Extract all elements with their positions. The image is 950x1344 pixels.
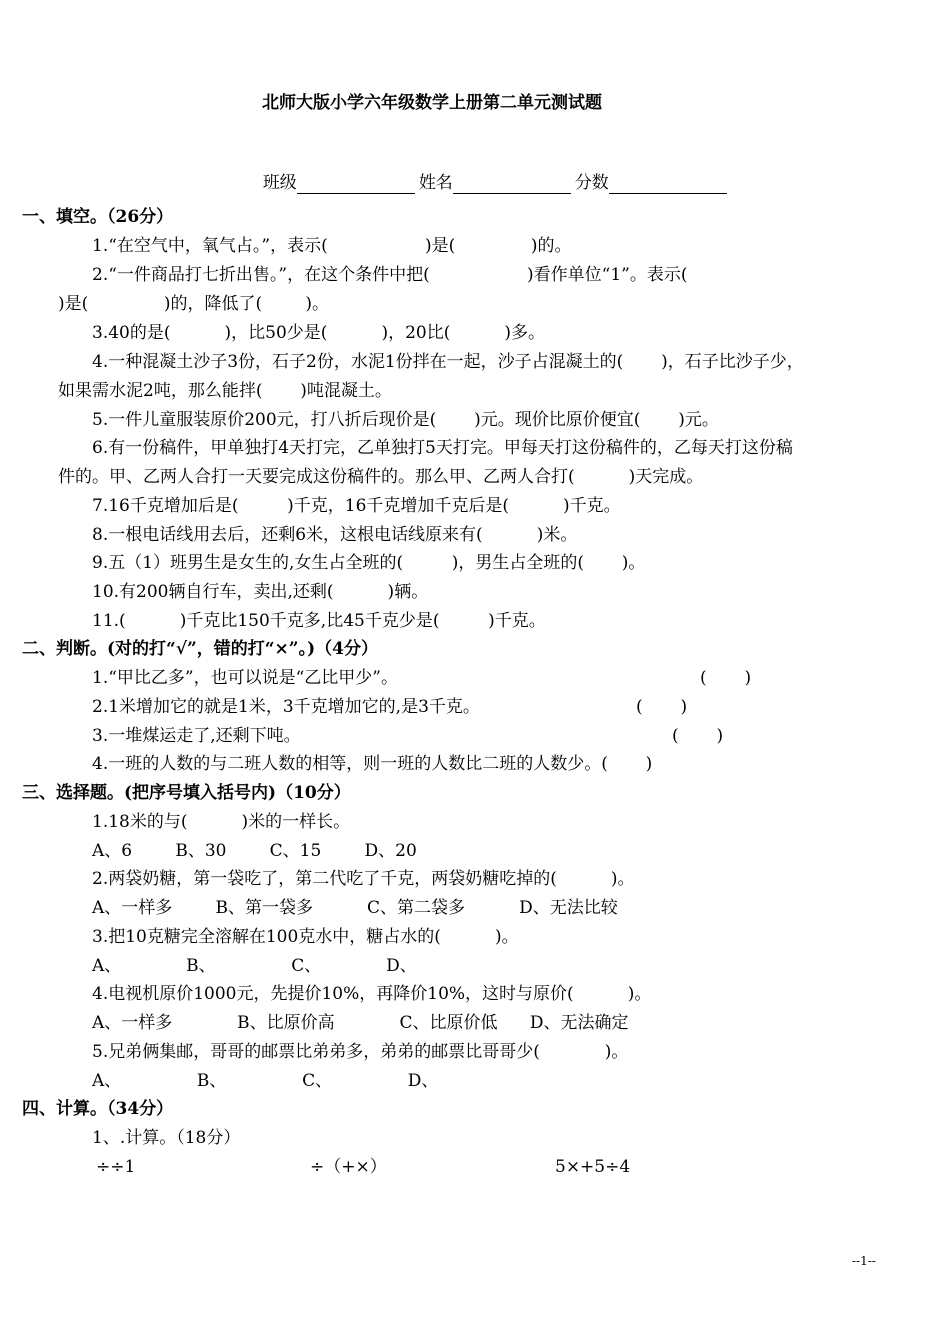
calc-expression: ÷÷1 [96, 1157, 136, 1177]
section-heading: 二、判断。(对的打“√”，错的打“×”。)（4分） [22, 639, 378, 659]
question: 4.一班的人数的与二班人数的相等，则一班的人数比二班的人数少。( ) [92, 754, 653, 774]
score-label: 分数 [574, 173, 609, 193]
question: 3.40的是( )，比50少是( )，20比( )多。 [92, 323, 546, 343]
calc-expression: 5×+5÷4 [555, 1157, 631, 1177]
section-heading: 四、计算。（34分） [22, 1099, 174, 1119]
question: 3.一堆煤运走了,还剩下吨。 [92, 726, 301, 746]
answer-parens[interactable]: ( ) [700, 668, 752, 688]
student-info-row [252, 150, 731, 194]
question: 1.“在空气中，氧气占。”，表示( )是( )的。 [92, 236, 572, 256]
name-label: 姓名 [418, 173, 453, 193]
options: A、6 B、30 C、15 D、20 [92, 841, 417, 861]
question-continuation: 件的。甲、乙两人合打一天要完成这份稿件的。那么甲、乙两人合打( )天完成。 [58, 467, 704, 487]
question: 4.电视机原价1000元，先提价10%，再降价10%，这时与原价( )。 [92, 984, 652, 1004]
name-blank[interactable] [453, 175, 571, 194]
options: A、 B、 C、 D、 [92, 956, 417, 976]
question: 2.1米增加它的就是1米，3千克增加它的,是3千克。 [92, 697, 480, 717]
options: A、一样多 B、第一袋多 C、第二袋多 D、无法比较 [92, 898, 618, 918]
question: 6.有一份稿件，甲单独打4天打完，乙单独打5天打完。甲每天打这份稿件的，乙每天打这份稿 [92, 438, 793, 458]
section-heading: 三、选择题。(把序号填入括号内)（10分） [22, 783, 351, 803]
calc-expression: ÷（+×） [310, 1157, 387, 1177]
score-blank[interactable] [609, 175, 727, 194]
question: 8.一根电话线用去后，还剩6米，这根电话线原来有( )米。 [92, 525, 578, 545]
options: A、 B、 C、 D、 [92, 1071, 439, 1091]
question: 1、.计算。（18分） [92, 1128, 241, 1148]
options: A、一样多 B、比原价高 C、比原价低 D、无法确定 [92, 1013, 629, 1033]
answer-parens[interactable]: ( ) [672, 726, 724, 746]
question: 2.“一件商品打七折出售。”，在这个条件中把( )看作单位“1”。表示( [92, 265, 688, 285]
page-number: --1-- [852, 1254, 876, 1268]
question: 1.18米的与( )米的一样长。 [92, 812, 351, 832]
page-title: 北师大版小学六年级数学上册第二单元测试题 [262, 93, 602, 113]
question-continuation: 如果需水泥2吨，那么能拌( )吨混凝土。 [58, 381, 392, 401]
question: 10.有200辆自行车，卖出,还剩( )辆。 [92, 582, 429, 602]
section-heading: 一、填空。（26分） [22, 207, 174, 227]
class-blank[interactable] [297, 175, 415, 194]
answer-parens[interactable]: ( ) [636, 697, 688, 717]
question-continuation: )是( )的，降低了( )。 [58, 294, 330, 314]
question: 7.16千克增加后是( )千克，16千克增加千克后是( )千克。 [92, 496, 621, 516]
question: 3.把10克糖完全溶解在100克水中，糖占水的( )。 [92, 927, 519, 947]
question: 4.一种混凝土沙子3份，石子2份，水泥1份拌在一起，沙子占混凝土的( )，石子比沙子少， [92, 352, 804, 372]
question: 1.“甲比乙多”，也可以说是“乙比甲少”。 [92, 668, 398, 688]
question: 11.( )千克比150千克多,比45千克少是( )千克。 [92, 611, 546, 631]
class-label: 班级 [262, 173, 297, 193]
question: 5.兄弟俩集邮，哥哥的邮票比弟弟多，弟弟的邮票比哥哥少( )。 [92, 1042, 629, 1062]
question: 5.一件儿童服装原价200元，打八折后现价是( )元。现价比原价便宜( )元。 [92, 410, 719, 430]
question: 2.两袋奶糖，第一袋吃了，第二代吃了千克，两袋奶糖吃掉的( )。 [92, 869, 635, 889]
question: 9.五（1）班男生是女生的,女生占全班的( )，男生占全班的( )。 [92, 553, 646, 573]
